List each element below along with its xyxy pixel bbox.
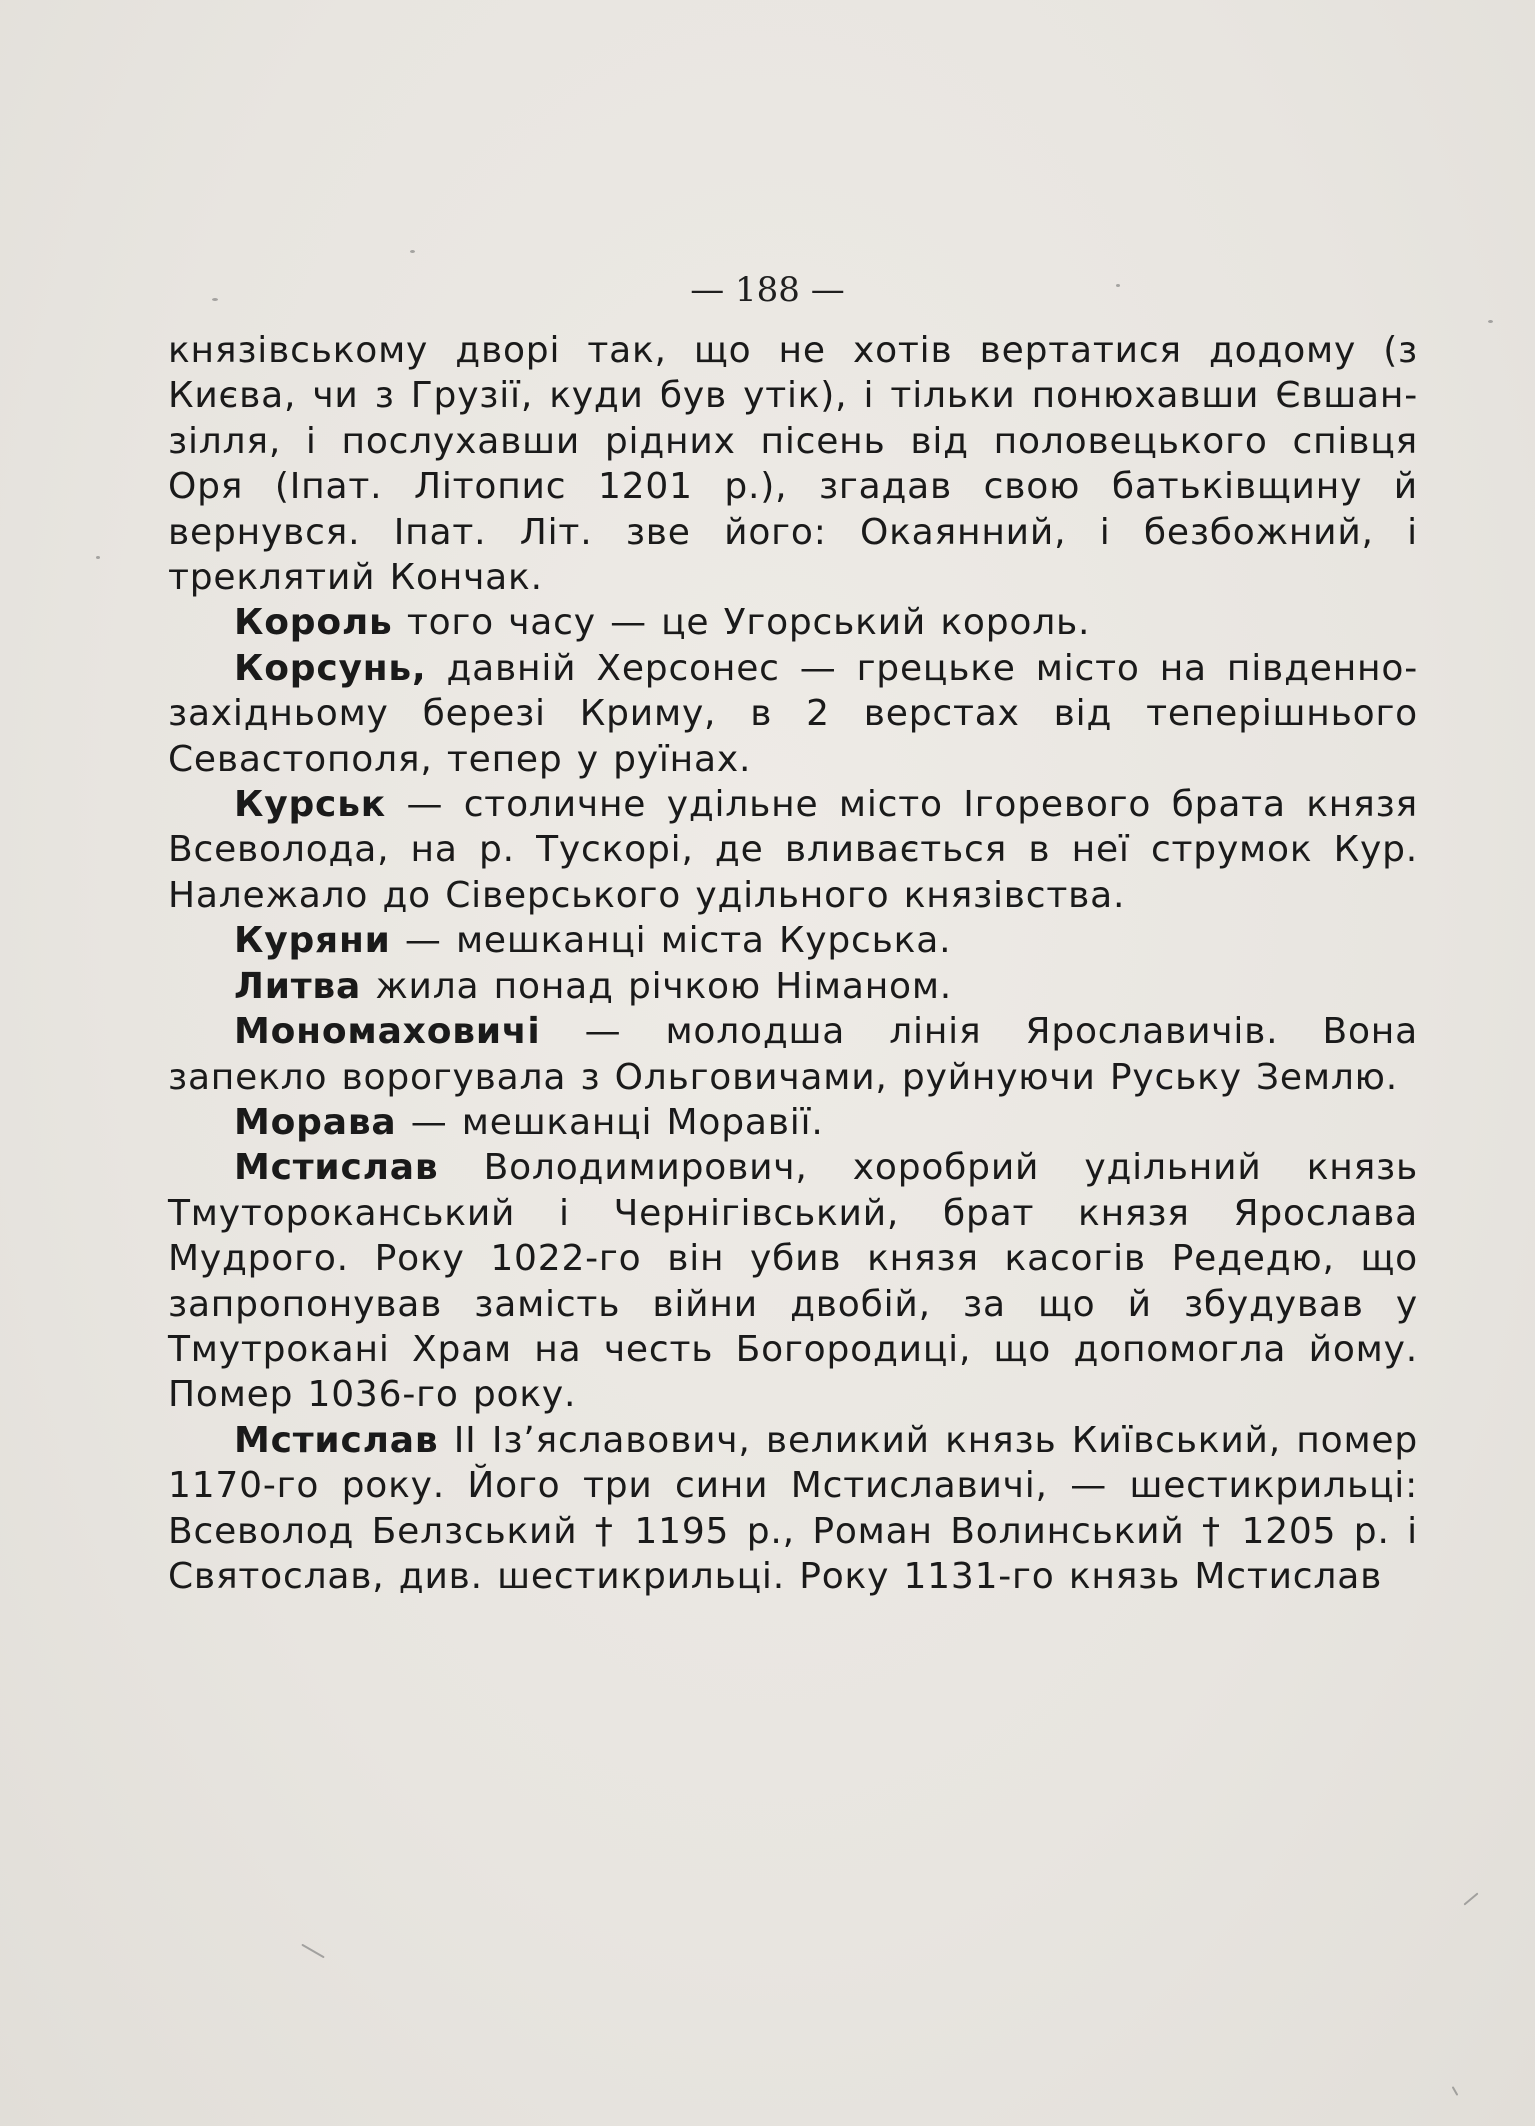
entry-text: II Із’яславович, великий князь Київський, помер 1170-го року. Його три сини Мстиславичі, — шестикрильці: Всеволод Белзський † 1195 р., Роман Волинський † 1205 р. і Святослав, див. шестикрильці. Року 1131-го князь Мстислав xyxy=(168,1419,1418,1597)
entry-term: Морава xyxy=(234,1101,397,1143)
glossary-text xyxy=(168,328,1418,1599)
glossary-entry-korol xyxy=(168,600,1418,645)
entry-term: Литва xyxy=(234,965,362,1007)
paper-speck xyxy=(1452,2086,1459,2096)
entry-text: — мешканці міста Курська. xyxy=(390,920,952,962)
glossary-entry-kursk xyxy=(168,782,1418,918)
entry-term: Корсунь, xyxy=(234,647,427,689)
glossary-entry-mstyslav-volodymyrovych xyxy=(168,1145,1418,1417)
entry-text: — столичне удільне місто Ігоревого брата князя Всеволода, на р. Тускорі, де вливається в неї струмок Кур. Належало до Сіверського удільного князівства. xyxy=(168,784,1418,916)
paper-speck xyxy=(212,298,218,301)
glossary-entry-lytva xyxy=(168,964,1418,1009)
entry-text: — мешканці Моравії. xyxy=(396,1101,824,1143)
paper-speck xyxy=(96,556,100,559)
paper-speck xyxy=(1463,1892,1478,1905)
entry-term: Король xyxy=(234,602,393,644)
glossary-entry-mstyslav-izyaslavovych xyxy=(168,1418,1418,1600)
entry-term: Курськ xyxy=(234,784,386,826)
entry-term: Мстислав xyxy=(234,1147,439,1189)
entry-term: Куряни xyxy=(234,920,391,962)
paper-speck xyxy=(1488,320,1493,323)
glossary-entry-korsun xyxy=(168,646,1418,782)
entry-text: — молодша лінія Ярославичів. Вона запекло ворогувала з Ольговичами, руйнуючи Руську Землю. xyxy=(168,1011,1418,1098)
page-number: — 188 — xyxy=(690,270,845,310)
paper-speck xyxy=(301,1944,325,1959)
paper-speck xyxy=(1116,284,1120,287)
glossary-entry-kuriany xyxy=(168,918,1418,963)
entry-text: Володимирович, хоробрий удільний князь Тмутороканський і Чернігівський, брат князя Ярослава Мудрого. Року 1022-го він убив князя касогів Редедю, що запропонував замість війни двобій, за що й збудував у Тмутрокані Храм на честь Богородиці, що допомогла йому. Помер 1036-го року. xyxy=(168,1147,1418,1416)
entry-text: того часу — це Угорський король. xyxy=(392,602,1091,644)
continuation-paragraph: князівському дворі так, що не хотів вертатися додому (з Києва, чи з Грузії, куди був утік), і тільки понюхавши Євшан-зілля, і послухавши рідних пісень від половецького співця Оря (Іпат. Літопис 1201 р.), згадав свою батьківщину й вернувся. Іпат. Літ. зве його: Окаянний, і безбожний, і треклятий Кончак. xyxy=(168,330,1418,599)
entry-term: Мстислав xyxy=(234,1419,439,1461)
entry-term: Мономаховичі xyxy=(234,1011,541,1053)
paper-speck xyxy=(410,250,415,253)
entry-text: давній Херсонес — грецьке місто на південно-західньому березі Криму, в 2 верстах від теперішнього Севастополя, тепер у руїнах. xyxy=(168,647,1418,780)
glossary-entry-morava xyxy=(168,1100,1418,1145)
entry-text: жила понад річкою Німаном. xyxy=(361,965,953,1007)
glossary-entry-monomakhovychi xyxy=(168,1009,1418,1100)
